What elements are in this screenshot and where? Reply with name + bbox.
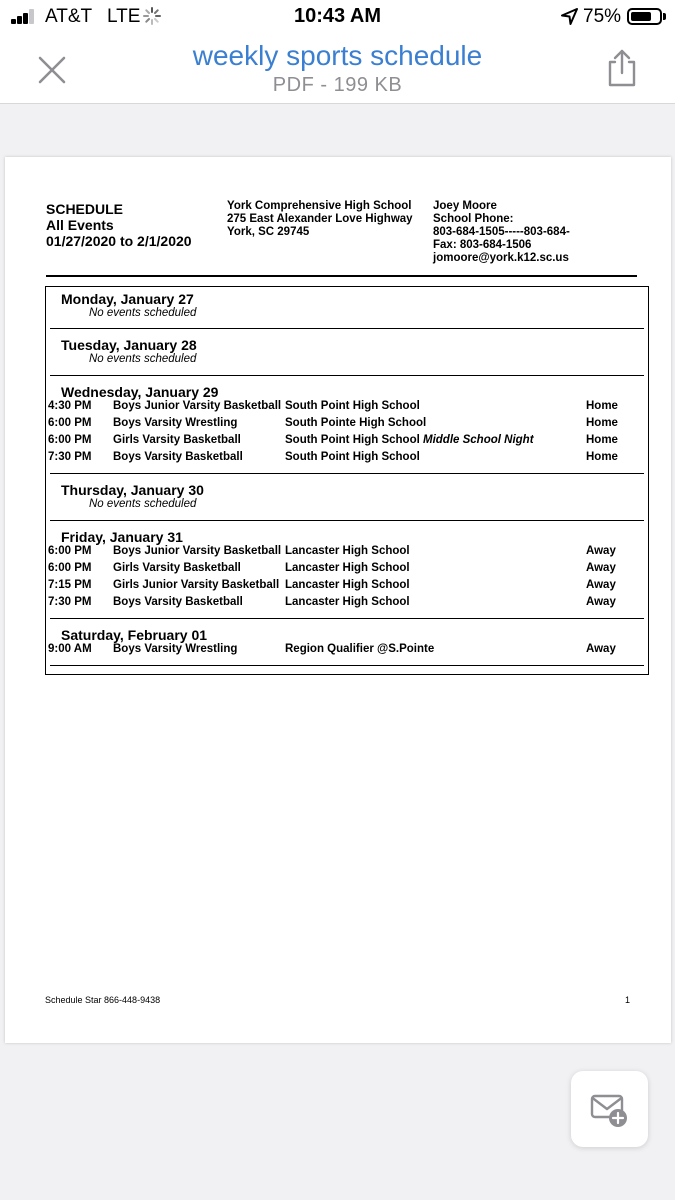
street-address: 275 East Alexander Love Highway — [227, 213, 413, 225]
event-time: 7:30 PM — [48, 451, 92, 463]
battery-cap — [663, 13, 666, 20]
day-title: Monday, January 27 — [61, 291, 194, 307]
phone-number: 803-684-1505-----803-684- — [433, 226, 570, 238]
event-location: Home — [586, 417, 618, 429]
date-range: 01/27/2020 to 2/1/2020 — [46, 233, 192, 249]
event-location: Home — [586, 434, 618, 446]
event-sport: Boys Varsity Wrestling — [113, 417, 238, 429]
event-location: Home — [586, 451, 618, 463]
battery-icon — [627, 8, 662, 25]
event-opponent: South Point High School — [285, 400, 420, 412]
document-title: weekly sports schedule — [192, 40, 483, 71]
event-time: 6:00 PM — [48, 434, 92, 446]
event-opponent: Lancaster High School — [285, 579, 410, 591]
event-time: 9:00 AM — [48, 643, 92, 655]
day-title: Friday, January 31 — [61, 529, 183, 545]
event-opponent — [285, 434, 534, 447]
contact-info — [433, 200, 570, 265]
event-opponent: Lancaster High School — [285, 596, 410, 608]
share-icon[interactable] — [604, 48, 640, 88]
clock: 10:43 AM — [293, 5, 382, 27]
event-row — [50, 562, 644, 579]
event-opponent: South Point High School — [285, 451, 420, 463]
day-section — [50, 287, 644, 329]
day-title: Tuesday, January 28 — [61, 337, 197, 353]
event-row — [50, 434, 644, 451]
event-sport: Boys Varsity Basketball — [113, 596, 243, 608]
school-address — [227, 200, 413, 239]
status-bar — [0, 0, 675, 34]
event-sport: Girls Varsity Basketball — [113, 434, 241, 446]
contact-email: jomoore@york.k12.sc.us — [433, 252, 569, 264]
document-subtitle: PDF - 199 KB — [272, 74, 403, 96]
event-time: 6:00 PM — [48, 417, 92, 429]
event-opponent: Lancaster High School — [285, 545, 410, 557]
document-nav-bar — [0, 34, 675, 104]
network-type: LTE — [107, 6, 141, 27]
event-opponent: Region Qualifier @S.Pointe — [285, 643, 435, 655]
filter-label: All Events — [46, 217, 114, 233]
day-section — [50, 521, 644, 619]
no-events-label: No events scheduled — [89, 353, 197, 365]
day-title: Saturday, February 01 — [61, 627, 208, 643]
event-time: 7:30 PM — [48, 596, 92, 608]
event-opponent-name: South Point High School — [285, 434, 420, 446]
event-time: 6:00 PM — [48, 562, 92, 574]
event-location: Away — [586, 643, 616, 655]
pdf-page — [5, 157, 671, 1043]
event-sport: Girls Varsity Basketball — [113, 562, 241, 574]
contact-name: Joey Moore — [433, 200, 497, 212]
event-row — [50, 596, 644, 613]
event-sport: Boys Junior Varsity Basketball — [113, 545, 282, 557]
location-arrow-icon — [561, 8, 578, 25]
mail-add-icon — [590, 1090, 628, 1128]
no-events-label: No events scheduled — [89, 498, 197, 510]
page-number: 1 — [625, 995, 631, 1005]
day-title: Thursday, January 30 — [61, 482, 204, 498]
event-row — [50, 643, 644, 660]
event-row — [50, 451, 644, 468]
day-section — [50, 329, 644, 376]
event-sport: Boys Varsity Wrestling — [113, 643, 238, 655]
battery-level-fill — [631, 12, 651, 21]
event-sport: Boys Junior Varsity Basketball — [113, 400, 282, 412]
city-state-zip: York, SC 29745 — [227, 226, 310, 238]
markup-button[interactable] — [571, 1071, 648, 1147]
event-sport: Boys Varsity Basketball — [113, 451, 243, 463]
day-title: Wednesday, January 29 — [61, 384, 219, 400]
schedule-heading — [46, 201, 192, 249]
schedule-label: SCHEDULE — [46, 201, 124, 217]
event-time: 4:30 PM — [48, 400, 92, 412]
event-row — [50, 545, 644, 562]
event-row — [50, 400, 644, 417]
event-time: 7:15 PM — [48, 579, 92, 591]
day-section — [50, 474, 644, 521]
event-location: Away — [586, 596, 616, 608]
event-row — [50, 417, 644, 434]
schedule-table — [45, 286, 649, 675]
school-name: York Comprehensive High School — [227, 200, 412, 212]
event-location: Away — [586, 545, 616, 557]
event-row — [50, 579, 644, 596]
event-sport: Girls Junior Varsity Basketball — [113, 579, 280, 591]
event-location: Away — [586, 579, 616, 591]
phone-label: School Phone: — [433, 213, 514, 225]
carrier-label: AT&T — [45, 6, 93, 27]
day-section — [50, 619, 644, 666]
pdf-footer: Schedule Star 866-448-9438 — [45, 995, 161, 1005]
header-divider — [46, 275, 637, 277]
battery-percent: 75% — [583, 6, 622, 27]
event-location: Home — [586, 400, 618, 412]
day-section — [50, 376, 644, 474]
event-location: Away — [586, 562, 616, 574]
no-events-label: No events scheduled — [89, 307, 197, 319]
fax-number: Fax: 803-684-1506 — [433, 239, 532, 251]
event-opponent: Lancaster High School — [285, 562, 410, 574]
event-time: 6:00 PM — [48, 545, 92, 557]
event-opponent: South Pointe High School — [285, 417, 427, 429]
event-note: Middle School Night — [423, 434, 534, 446]
